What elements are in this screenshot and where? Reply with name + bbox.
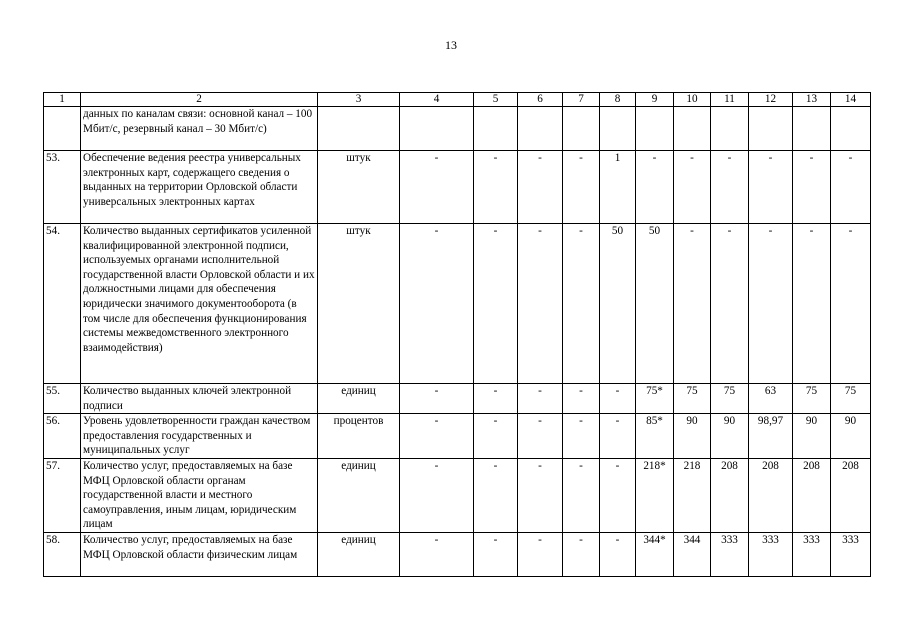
value-cell: - (831, 224, 871, 384)
table-row (44, 224, 871, 384)
value-cell: - (518, 224, 563, 384)
value-cell (674, 107, 711, 151)
column-header: 7 (563, 93, 600, 107)
value-cell (636, 107, 674, 151)
column-header: 2 (81, 93, 318, 107)
column-header: 1 (44, 93, 81, 107)
value-cell: 50 (600, 224, 636, 384)
value-cell (600, 107, 636, 151)
column-header: 6 (518, 93, 563, 107)
value-cell: - (563, 414, 600, 459)
value-cell: 218 (674, 458, 711, 532)
value-cell (563, 107, 600, 151)
header-row (44, 93, 871, 107)
value-cell: - (474, 414, 518, 459)
value-cell: 208 (831, 458, 871, 532)
value-cell (793, 107, 831, 151)
value-cell: - (400, 458, 474, 532)
value-cell: 63 (749, 384, 793, 414)
column-header: 5 (474, 93, 518, 107)
column-header: 11 (711, 93, 749, 107)
table-row (44, 458, 871, 532)
table-row (44, 107, 871, 151)
value-cell: 333 (749, 532, 793, 576)
value-cell: - (749, 224, 793, 384)
value-cell: - (749, 151, 793, 224)
indicator-name: Количество выданных сертификатов усиленной квалифицированной электронной подписи, используемых органами исполнительной государственной власти Орловской области и их должностными лицами для обеспечения юридически значимого документооборота (в том числе для обеспечения функционирования системы межведомственного электронного взаимодействия) (81, 224, 318, 384)
indicator-name: Количество услуг, предоставляемых на базе МФЦ Орловской области физическим лицам (81, 532, 318, 576)
column-header: 3 (318, 93, 400, 107)
value-cell: 90 (831, 414, 871, 459)
value-cell: 344 (674, 532, 711, 576)
value-cell: - (563, 384, 600, 414)
value-cell (831, 107, 871, 151)
value-cell: 218* (636, 458, 674, 532)
value-cell: - (711, 224, 749, 384)
column-header: 13 (793, 93, 831, 107)
value-cell: 85* (636, 414, 674, 459)
indicator-name: Обеспечение ведения реестра универсальных электронных карт, содержащего сведения о выданных на территории Орловской области универсальных электронных картах (81, 151, 318, 224)
value-cell: 208 (793, 458, 831, 532)
value-cell: - (831, 151, 871, 224)
unit-cell: штук (318, 151, 400, 224)
value-cell (474, 107, 518, 151)
page-number: 13 (445, 38, 457, 52)
value-cell: 333 (793, 532, 831, 576)
table-row (44, 384, 871, 414)
value-cell: - (674, 151, 711, 224)
indicators-table (43, 92, 871, 577)
row-number: 57. (44, 458, 81, 532)
value-cell: - (518, 384, 563, 414)
row-number: 53. (44, 151, 81, 224)
row-number: 54. (44, 224, 81, 384)
value-cell: - (711, 151, 749, 224)
row-number: 56. (44, 414, 81, 459)
column-header: 12 (749, 93, 793, 107)
value-cell: 98,97 (749, 414, 793, 459)
value-cell: - (563, 224, 600, 384)
value-cell: 75* (636, 384, 674, 414)
value-cell (518, 107, 563, 151)
column-header: 9 (636, 93, 674, 107)
value-cell: - (563, 458, 600, 532)
table-row (44, 151, 871, 224)
value-cell: 75 (711, 384, 749, 414)
value-cell: - (400, 224, 474, 384)
value-cell: - (518, 532, 563, 576)
value-cell: - (600, 384, 636, 414)
value-cell: - (400, 532, 474, 576)
column-header: 4 (400, 93, 474, 107)
value-cell: 50 (636, 224, 674, 384)
value-cell: - (793, 151, 831, 224)
unit-cell: единиц (318, 532, 400, 576)
value-cell: 90 (793, 414, 831, 459)
value-cell: 75 (674, 384, 711, 414)
value-cell: - (600, 414, 636, 459)
value-cell: - (400, 414, 474, 459)
value-cell: - (518, 151, 563, 224)
table-row (44, 414, 871, 459)
column-header: 10 (674, 93, 711, 107)
value-cell: 1 (600, 151, 636, 224)
row-number: 55. (44, 384, 81, 414)
value-cell: - (600, 532, 636, 576)
value-cell: 208 (711, 458, 749, 532)
unit-cell: процентов (318, 414, 400, 459)
indicator-name: Количество услуг, предоставляемых на базе МФЦ Орловской области органам государственной власти и местного самоуправления, иным лицам, юридическим лицам (81, 458, 318, 532)
value-cell: 333 (831, 532, 871, 576)
value-cell: - (400, 151, 474, 224)
value-cell: - (563, 532, 600, 576)
indicator-name: Уровень удовлетворенности граждан качеством предоставления государственных и муниципальных услуг (81, 414, 318, 459)
value-cell: 208 (749, 458, 793, 532)
row-number: 58. (44, 532, 81, 576)
unit-cell: единиц (318, 384, 400, 414)
value-cell: - (793, 224, 831, 384)
value-cell: 90 (674, 414, 711, 459)
column-header: 14 (831, 93, 871, 107)
value-cell (749, 107, 793, 151)
value-cell: - (474, 384, 518, 414)
value-cell: - (600, 458, 636, 532)
value-cell: 75 (831, 384, 871, 414)
value-cell: - (674, 224, 711, 384)
value-cell: - (474, 224, 518, 384)
unit-cell (318, 107, 400, 151)
unit-cell: штук (318, 224, 400, 384)
value-cell: - (474, 532, 518, 576)
value-cell: - (563, 151, 600, 224)
value-cell: - (636, 151, 674, 224)
value-cell: - (474, 151, 518, 224)
value-cell (711, 107, 749, 151)
value-cell: 90 (711, 414, 749, 459)
table-row (44, 532, 871, 576)
value-cell: - (400, 384, 474, 414)
indicator-name: Количество выданных ключей электронной подписи (81, 384, 318, 414)
value-cell: 344* (636, 532, 674, 576)
indicator-name: данных по каналам связи: основной канал – 100 Мбит/с, резервный канал – 30 Мбит/с) (81, 107, 318, 151)
value-cell: 75 (793, 384, 831, 414)
value-cell (400, 107, 474, 151)
value-cell: - (518, 458, 563, 532)
value-cell: - (474, 458, 518, 532)
row-number (44, 107, 81, 151)
value-cell: 333 (711, 532, 749, 576)
column-header: 8 (600, 93, 636, 107)
value-cell: - (518, 414, 563, 459)
unit-cell: единиц (318, 458, 400, 532)
